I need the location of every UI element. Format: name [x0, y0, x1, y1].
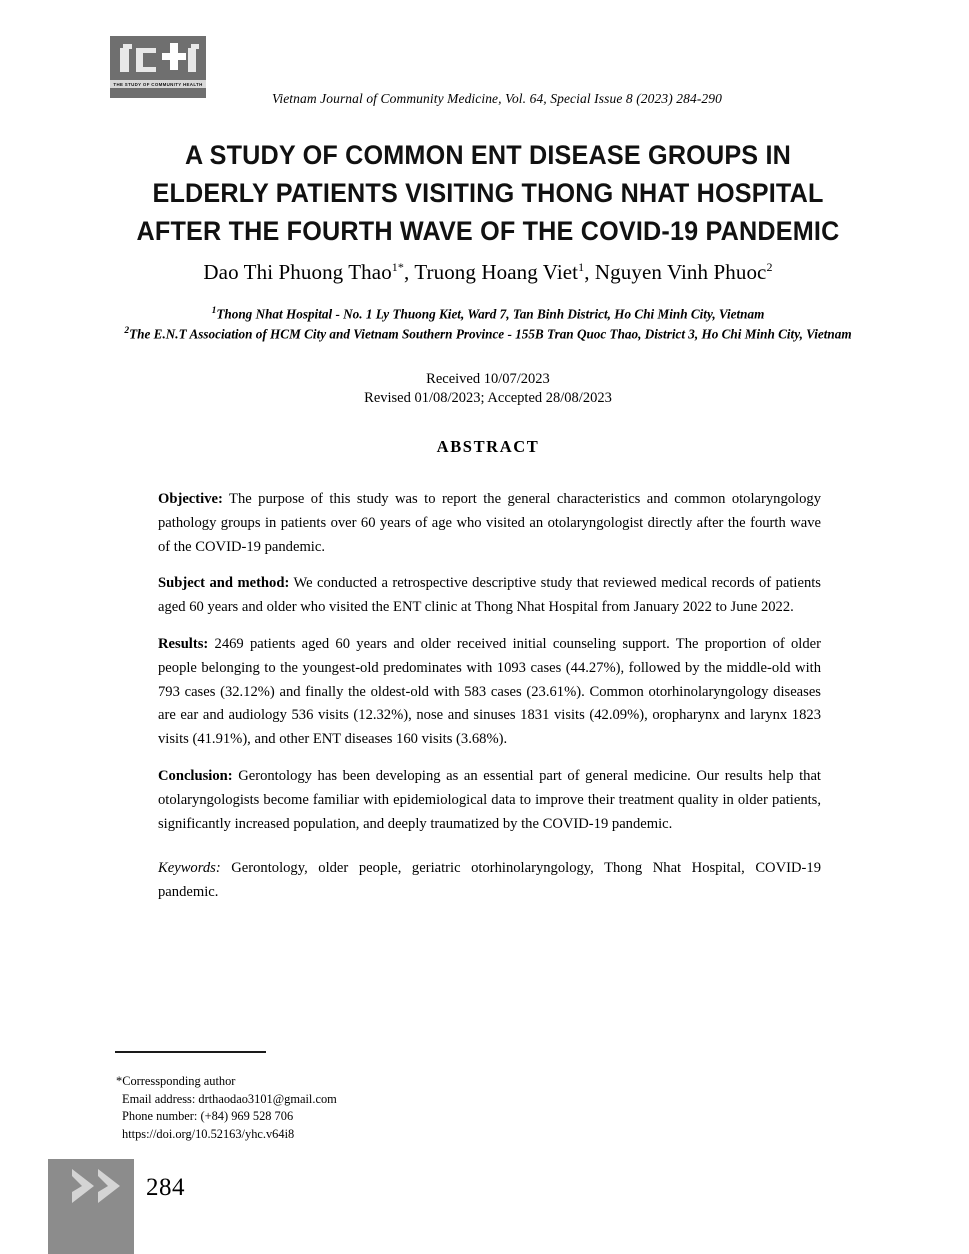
method-text: We conducted a retrospective descriptive study that reviewed medical records of patients aged 60 years and older who visited the ENT clinic at Thong Nhat Hospital from January 2022 to June 2022.: [158, 575, 821, 616]
conclusion-text: Gerontology has been developing as an essential part of general medicine. Our results help that otolaryngologists become familiar with epidemiological data to improve their treatment quality in older patients, significantly increased population, and deeply traumatized by the COVID-19 pandemic.: [158, 767, 821, 832]
abstract-objective: [158, 488, 821, 559]
footnote-block: [116, 1073, 616, 1143]
affiliation-2: [108, 323, 868, 343]
authors-line: [118, 260, 858, 285]
objective-text: The purpose of this study was to report the general characteristics and common otolaryngology pathology groups in patients over 60 years of age who visited an otolaryngologist directly after the fourth wave of the COVID-19 pandemic.: [158, 491, 821, 555]
abstract-results: [158, 633, 821, 752]
author-3-marker: 2: [766, 260, 773, 274]
abstract-keywords: [158, 857, 821, 905]
footnote-divider: [115, 1051, 266, 1053]
journal-logo: [110, 36, 206, 98]
keywords-label: Keywords:: [158, 860, 221, 877]
author-2-marker: 1: [578, 260, 585, 274]
corresponding-email[interactable]: Email address: drthaodao3101@gmail.com: [122, 1091, 337, 1106]
abstract-heading: ABSTRACT: [436, 437, 540, 456]
submission-dates: [118, 370, 858, 408]
affiliation-1-marker: 1: [211, 306, 217, 316]
footer-decoration-block: [48, 1159, 134, 1254]
affiliation-2-text: The E.N.T Association of HCM City and Vietnam Southern Province - 155B Tran Quoc Thao, District 3, Ho Chi Minh City, Vietnam: [129, 326, 852, 342]
author-1-name: Dao Thi Phuong Thao: [203, 260, 392, 284]
author-1-marker: 1*: [391, 260, 404, 274]
keywords-text: Gerontology, older people, geriatric otorhinolaryngology, Thong Nhat Hospital, COVID-19 pandemic.: [158, 860, 821, 901]
affiliation-2-marker: 2: [124, 325, 130, 336]
author-3-name: , Nguyen Vinh Phuoc: [584, 260, 767, 284]
results-label: Results:: [158, 635, 209, 652]
abstract-conclusion: [158, 765, 821, 836]
author-2-name: , Truong Hoang Viet: [404, 260, 579, 284]
abstract-body: [158, 488, 821, 905]
received-date: Received 10/07/2023: [426, 371, 550, 387]
corresponding-author-note: *Corressponding author: [116, 1074, 236, 1088]
logo-caption: THE STUDY OF COMMUNITY HEALTH: [110, 80, 206, 88]
corresponding-phone: Phone number: (+84) 969 528 706: [122, 1109, 294, 1124]
ich-logo-icon: [110, 40, 206, 78]
revised-accepted-date: Revised 01/08/2023; Accepted 28/08/2023: [364, 390, 612, 406]
method-label: Subject and method:: [158, 575, 290, 592]
abstract-method: [158, 572, 821, 620]
double-chevron-icon: [70, 1167, 134, 1207]
doi-link[interactable]: https://doi.org/10.52163/yhc.v64i8: [122, 1126, 295, 1141]
affiliation-1: [108, 303, 868, 323]
journal-citation-line: Vietnam Journal of Community Medicine, Vol. 64, Special Issue 8 (2023) 284-290: [272, 91, 722, 106]
page-header: [0, 36, 969, 106]
page-title: A STUDY OF COMMON ENT DISEASE GROUPS IN ELDERLY PATIENTS VISITING THONG NHAT HOSPITAL AFTER THE FOURTH WAVE OF THE COVID-19 PANDEMIC: [136, 139, 840, 246]
results-text: 2469 patients aged 60 years and older received initial counseling support. The proportion of older people belonging to the youngest-old predominates with 1093 cases (44.27%), followed by the middle-old with 793 cases (32.12%) and finally the oldest-old with 583 cases (23.61%). Common otorhinolaryngology diseases are ear and audiology 536 visits (12.32%), nose and sinuses 1831 visits (42.09%), oropharynx and larynx 1823 visits (41.91%), and other ENT diseases 160 visits (3.68%).: [158, 635, 821, 748]
objective-label: Objective:: [158, 491, 223, 507]
affiliations: [108, 303, 868, 343]
conclusion-label: Conclusion:: [158, 767, 233, 784]
affiliation-1-text: Thong Nhat Hospital - No. 1 Ly Thuong Kiet, Ward 7, Tan Binh District, Ho Chi Minh City, Vietnam: [216, 306, 765, 322]
page-number: 284: [146, 1174, 185, 1201]
